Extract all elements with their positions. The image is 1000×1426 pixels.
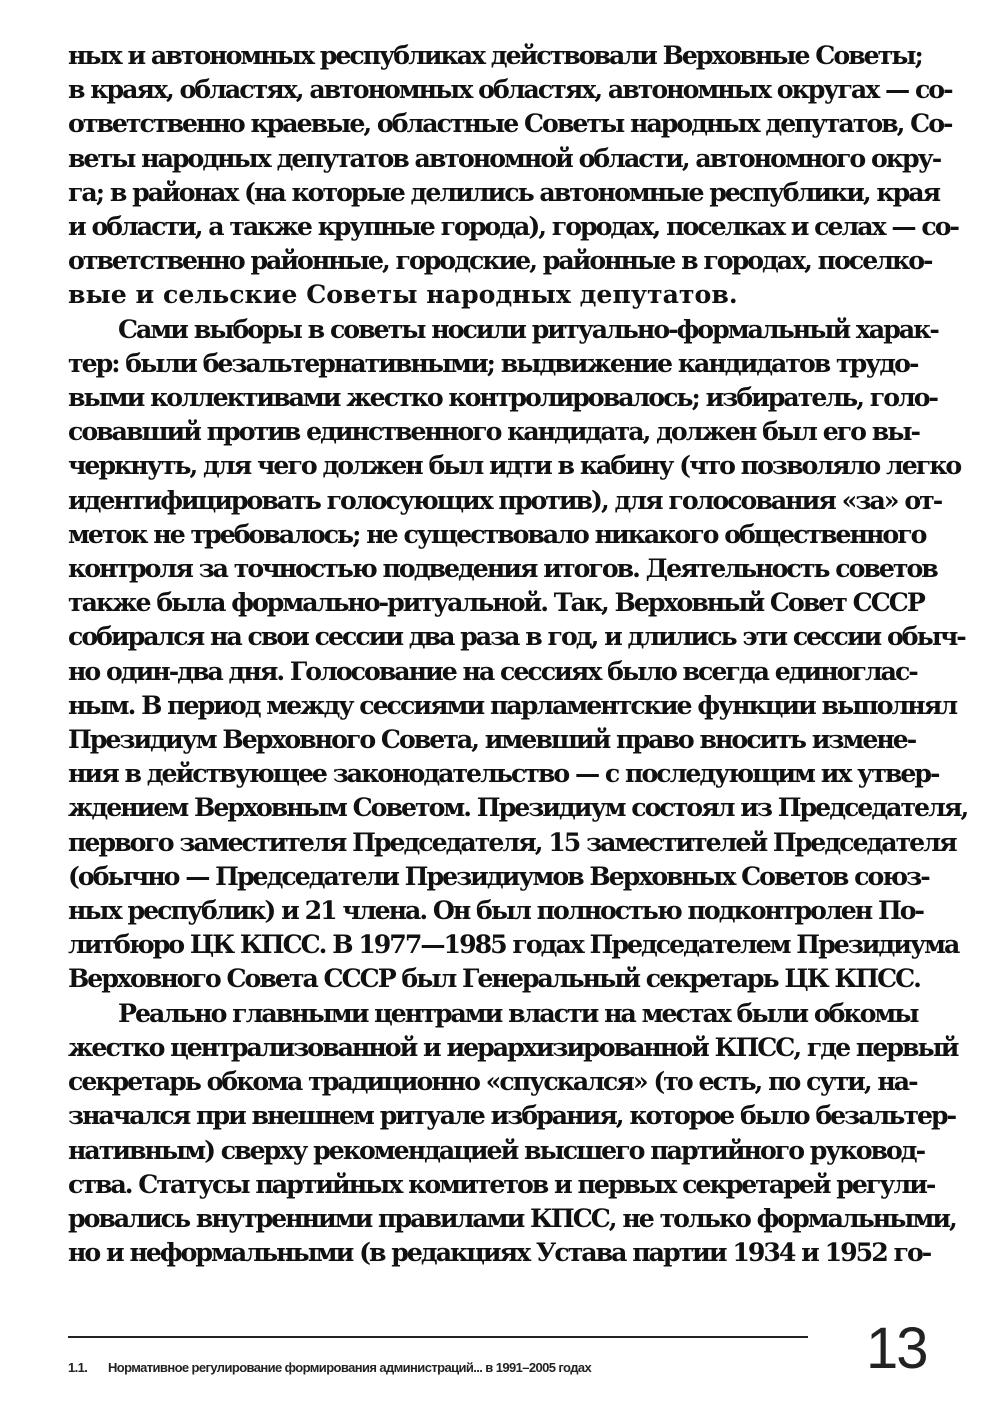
body-text: [68, 38, 968, 1269]
text-line: вые и сельские Советы народных депутатов.: [68, 279, 738, 310]
text-line: ных и автономных республиках действовали Верховные Советы;: [68, 40, 922, 70]
text-line: ных республик) и 21 члена. Он был полностью подконтролен По-: [68, 895, 923, 926]
text-line: Сами выборы в советы носили ритуально-формальный харак-: [118, 313, 938, 344]
text-line: ровались внутренними правилами КПСС, не только формальными,: [68, 1202, 956, 1233]
text-line: нативным) сверху рекомендацией высшего партийного руковод-: [68, 1134, 925, 1165]
paragraph-3: [68, 996, 958, 1270]
text-line: ства. Статусы партийных комитетов и первых секретарей регули-: [68, 1168, 935, 1199]
footer-section-title: Нормативное регулирование формирования администраций... в 1991–2005 годах: [108, 1360, 592, 1375]
text-line: совавший против единственного кандидата, должен был его вы-: [68, 416, 919, 447]
text-line: ответственно районные, городские, районные в городах, поселко-: [68, 245, 932, 276]
text-line: в краях, областях, автономных областях, автономных округах — со-: [68, 74, 952, 105]
text-line: черкнуть, для чего должен был идти в кабину (что позволяло легко: [68, 450, 961, 481]
text-line: га; в районах (на которые делились автономные республики, края: [68, 176, 940, 207]
text-line: тер: были безальтернативными; выдвижение кандидатов трудо-: [68, 347, 918, 378]
text-line: значался при внешнем ритуале избрания, которое было безальтер-: [68, 1100, 956, 1131]
text-line: но один-два дня. Голосование на сессиях было всегда единоглас-: [68, 655, 917, 686]
text-line: жестко централизованной и иерархизированной КПСС, где первый: [68, 1031, 958, 1062]
text-line: секретарь обкома традиционно «спускался» (то есть, по сути, на-: [68, 1066, 917, 1097]
page-number: 13: [866, 1316, 927, 1381]
text-line: Верховного Совета СССР был Генеральный секретарь ЦК КПСС.: [68, 963, 920, 994]
paragraph-2: [68, 312, 968, 996]
text-line: выми коллективами жестко контролировалось; избиратель, голо-: [68, 382, 938, 413]
text-line: ным. В период между сессиями парламентские функции выполнял: [68, 689, 957, 720]
text-line: но и неформальными (в редакциях Устава партии 1934 и 1952 го-: [68, 1237, 931, 1268]
text-line: (обычно — Председатели Президиумов Верховных Советов союз-: [68, 860, 929, 891]
text-line: идентифицировать голосующих против), для голосования «за» от-: [68, 484, 942, 515]
footer-divider: [68, 1336, 808, 1338]
text-line: ждением Верховным Советом. Президиум состоял из Председателя,: [68, 792, 968, 823]
text-line: ния в действующее законодательство — с последующим их утвер-: [68, 758, 939, 789]
paragraph-1: [68, 38, 958, 312]
text-line: контроля за точностью подведения итогов. Деятельность советов: [68, 553, 937, 584]
text-line: веты народных депутатов автономной области, автономного окру-: [68, 142, 941, 173]
running-footer: [68, 1360, 591, 1375]
text-line: первого заместителя Председателя, 15 заместителей Председателя: [68, 826, 956, 857]
text-line: меток не требовалось; не существовало никакого общественного: [68, 518, 926, 549]
text-line: собирался на свои сессии два раза в год, и длились эти сессии обыч-: [68, 621, 965, 652]
text-line: и области, а также крупные города), городах, поселках и селах — со-: [68, 211, 958, 242]
text-line: также была формально-ритуальной. Так, Верховный Совет СССР: [68, 587, 924, 618]
text-line: литбюро ЦК КПСС. В 1977—1985 годах Председателем Президиума: [68, 929, 959, 960]
footer-section-number: 1.1.: [68, 1360, 88, 1375]
text-line: Реально главными центрами власти на местах были обкомы: [118, 997, 918, 1028]
text-line: ответственно краевые, областные Советы народных депутатов, Со-: [68, 108, 952, 139]
text-line: Президиум Верховного Совета, имевший право вносить измене-: [68, 724, 916, 755]
